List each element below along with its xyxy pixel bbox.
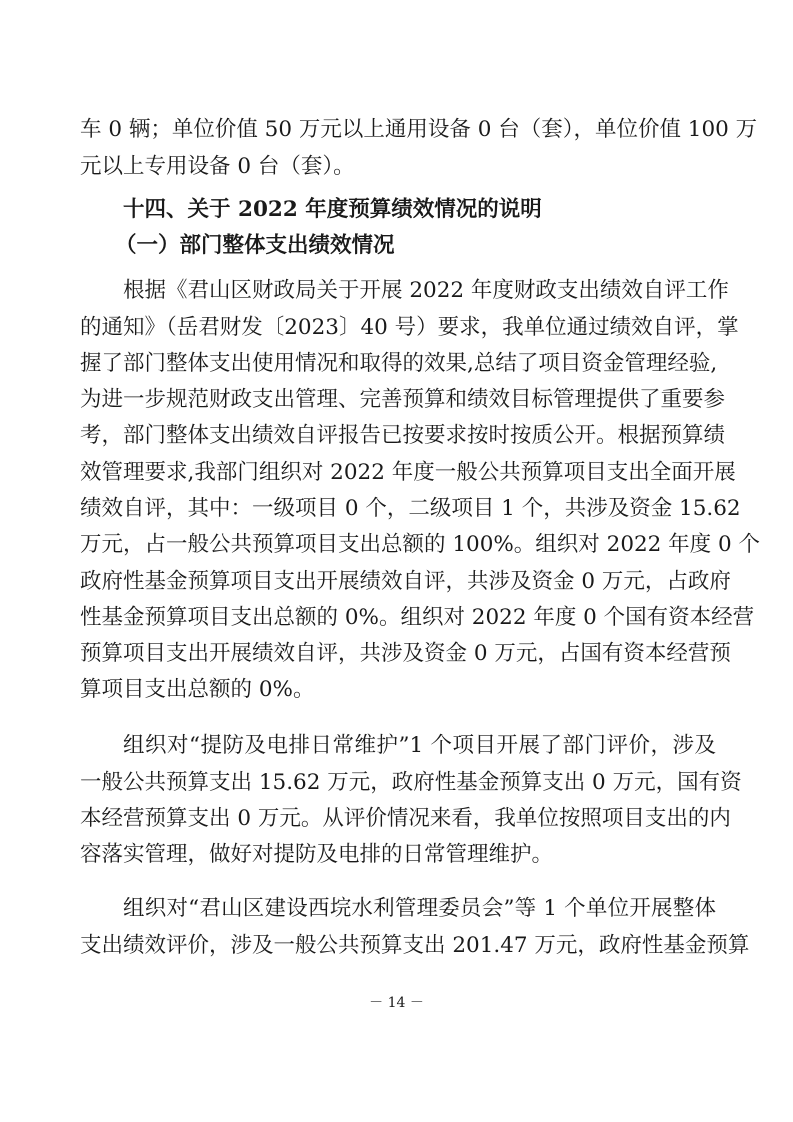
text-line: 的通知》（岳君财发〔2023〕40 号）要求，我单位通过绩效自评，掌 (80, 315, 739, 340)
text-line: 预算项目支出开展绩效自评，共涉及资金 0 万元，占国有资本经营预 (80, 641, 731, 666)
text-line: 本经营预算支出 0 万元。从评价情况来看，我单位按照项目支出的内 (80, 806, 731, 831)
section-heading: 十四、关于 2022 年度预算绩效情况的说明 (123, 197, 542, 222)
text-line: 握了部门整体支出使用情况和取得的效果,总结了项目资金管理经验, (80, 351, 718, 376)
text-line: 效管理要求,我部门组织对 2022 年度一般公共预算项目支出全面开展 (80, 460, 736, 485)
text-line: 性基金预算项目支出总额的 0%。组织对 2022 年度 0 个国有资本经营 (80, 605, 755, 630)
text-line: 一般公共预算支出 15.62 万元，政府性基金预算支出 0 万元，国有资 (80, 770, 742, 795)
subsection-heading: （一）部门整体支出绩效情况 (115, 233, 395, 258)
page-number: － 14 － (369, 995, 424, 1011)
text-line: 组织对“君山区建设西垸水利管理委员会”等 1 个单位开展整体 (123, 896, 716, 921)
text-line: 容落实管理，做好对提防及电排的日常管理维护。 (80, 842, 554, 867)
text-line: 根据《君山区财政局关于开展 2022 年度财政支出绩效自评工作 (123, 278, 729, 303)
text-line: 算项目支出总额的 0%。 (80, 677, 315, 702)
text-line: 元以上专用设备 0 台（套）。 (80, 154, 355, 179)
text-line: 支出绩效评价，涉及一般公共预算支出 201.47 万元，政府性基金预算 (80, 933, 750, 958)
text-line: 组织对“提防及电排日常维护”1 个项目开展了部门评价，涉及 (123, 733, 716, 758)
text-line: 政府性基金预算项目支出开展绩效自评，共涉及资金 0 万元，占政府 (80, 569, 731, 594)
text-line: 考，部门整体支出绩效自评报告已按要求按时按质公开。根据预算绩 (80, 423, 726, 448)
text-line: 为进一步规范财政支出管理、完善预算和绩效目标管理提供了重要参 (80, 387, 726, 412)
text-line: 万元，占一般公共预算项目支出总额的 100%。组织对 2022 年度 0 个 (80, 532, 761, 557)
text-line: 绩效自评，其中：一级项目 0 个，二级项目 1 个，共涉及资金 15.62 (80, 496, 741, 521)
text-line: 车 0 辆；单位价值 50 万元以上通用设备 0 台（套），单位价值 100 万 (80, 117, 758, 142)
